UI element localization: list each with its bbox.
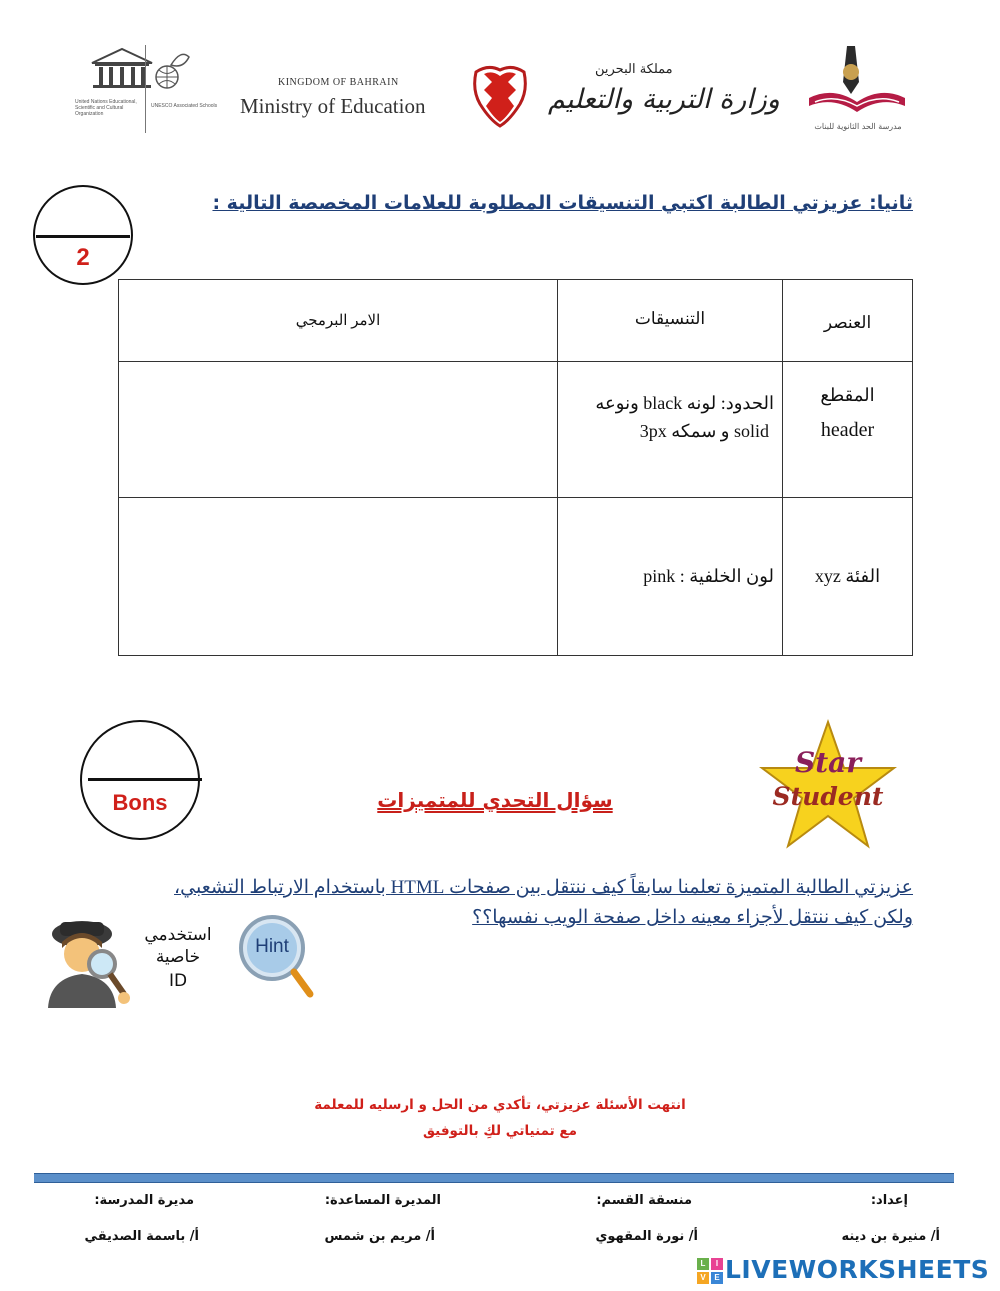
divider bbox=[145, 45, 146, 133]
globe-leaf-icon bbox=[153, 47, 193, 97]
header-element: العنصر bbox=[823, 313, 872, 332]
staff-name: أ/ مريم بن شمس bbox=[324, 1229, 435, 1244]
row1-command-answer[interactable] bbox=[122, 365, 553, 493]
hint-line2: خاصية bbox=[155, 947, 201, 967]
hint-label: Hint bbox=[255, 936, 289, 957]
book-pen-icon bbox=[803, 42, 913, 122]
closing-line1: انتهت الأسئلة عزيزتي، تأكدي من الحل و ارسليه للمعلمة bbox=[314, 1097, 686, 1113]
bahrain-emblem-icon bbox=[470, 60, 530, 130]
question-title: ثانيا: عزيزتي الطالبة اكتبي التنسيقات المطلوبة للعلامات المخصصة التالية : bbox=[212, 192, 913, 214]
bonus-score-line bbox=[88, 778, 202, 781]
liveworksheets-watermark[interactable]: LIVEWORKSHEETS bbox=[725, 1255, 990, 1284]
table-border bbox=[782, 279, 783, 656]
star-student-badge bbox=[758, 718, 898, 850]
row2-command-answer[interactable] bbox=[122, 501, 553, 651]
table-border bbox=[557, 279, 558, 656]
staff-name: أ/ منيرة بن دينه bbox=[841, 1229, 940, 1244]
unesco-schools-caption: UNESCO Associated Schools bbox=[151, 103, 218, 109]
star-text-line1: Star bbox=[794, 746, 862, 779]
logo-letter-v: V bbox=[697, 1272, 709, 1284]
staff-role: مديرة المدرسة: bbox=[94, 1193, 194, 1208]
row2-element: الفئة xyz bbox=[814, 566, 881, 586]
unesco-logo bbox=[75, 45, 225, 135]
row1-element-en: header bbox=[820, 419, 875, 441]
header-command: الامر البرمجي bbox=[295, 313, 381, 329]
row1-format-line1: الحدود: لونه black ونوعه bbox=[595, 393, 774, 413]
bonus-score-label: Bons bbox=[112, 790, 168, 815]
challenge-question-line2: ولكن كيف ننتقل لأجزاء معينه داخل صفحة الويب نفسها؟؟ bbox=[472, 907, 913, 928]
logo-letter-i: I bbox=[711, 1258, 723, 1270]
liveworksheets-logo bbox=[697, 1258, 723, 1284]
table-border bbox=[118, 279, 119, 656]
row1-element-ar: المقطع bbox=[820, 385, 875, 405]
closing-line2: مع تمنياتي لكِ بالتوفيق bbox=[423, 1123, 577, 1139]
kingdom-ar-label: مملكة البحرين bbox=[595, 62, 673, 77]
row2-format: لون الخلفية : pink bbox=[643, 566, 774, 586]
formatting-table bbox=[118, 279, 913, 656]
unesco-temple-icon bbox=[87, 45, 157, 95]
school-logo bbox=[803, 42, 913, 138]
table-border bbox=[118, 655, 913, 656]
table-border bbox=[118, 279, 913, 280]
row1-format-line2: solid و سمكه 3px bbox=[639, 421, 769, 441]
footer-divider bbox=[34, 1173, 954, 1183]
hint-line3: ID bbox=[168, 971, 188, 991]
unesco-caption: United Nations Educational, Scientific and Cultural Organization bbox=[75, 99, 137, 117]
logo-letter-l: L bbox=[697, 1258, 709, 1270]
staff-name: أ/ نورة المقهوي bbox=[595, 1229, 698, 1244]
score-value: 2 bbox=[76, 244, 90, 271]
ministry-ar-label: وزارة التربية والتعليم bbox=[548, 84, 780, 115]
ministry-en-label: Ministry of Education bbox=[240, 94, 426, 118]
challenge-question-line1: عزيزتي الطالبة المتميزة تعلمنا سابقاً كيف ننتقل بين صفحات HTML باستخدام الارتباط التشعبي، bbox=[174, 877, 913, 898]
kingdom-label: KINGDOM OF BAHRAIN bbox=[278, 77, 399, 88]
school-ar-label: مدرسة الحد الثانوية للبنات bbox=[814, 122, 902, 131]
staff-role: منسقة القسم: bbox=[596, 1193, 692, 1208]
logo-letter-e: E bbox=[711, 1272, 723, 1284]
challenge-title: سؤال التحدي للمتميزات bbox=[377, 788, 613, 812]
staff-name: أ/ باسمة الصديقي bbox=[84, 1229, 199, 1244]
table-border bbox=[912, 279, 913, 656]
staff-role: المديرة المساعدة: bbox=[324, 1193, 441, 1208]
table-border bbox=[118, 361, 913, 362]
table-border bbox=[118, 497, 913, 498]
detective-icon bbox=[38, 912, 130, 1008]
score-line bbox=[36, 235, 130, 238]
header-formats: التنسيقات bbox=[634, 309, 706, 328]
hint-line1: استخدمي bbox=[144, 925, 212, 945]
star-text-line2: Student bbox=[772, 782, 884, 811]
staff-role: إعداد: bbox=[870, 1193, 908, 1208]
